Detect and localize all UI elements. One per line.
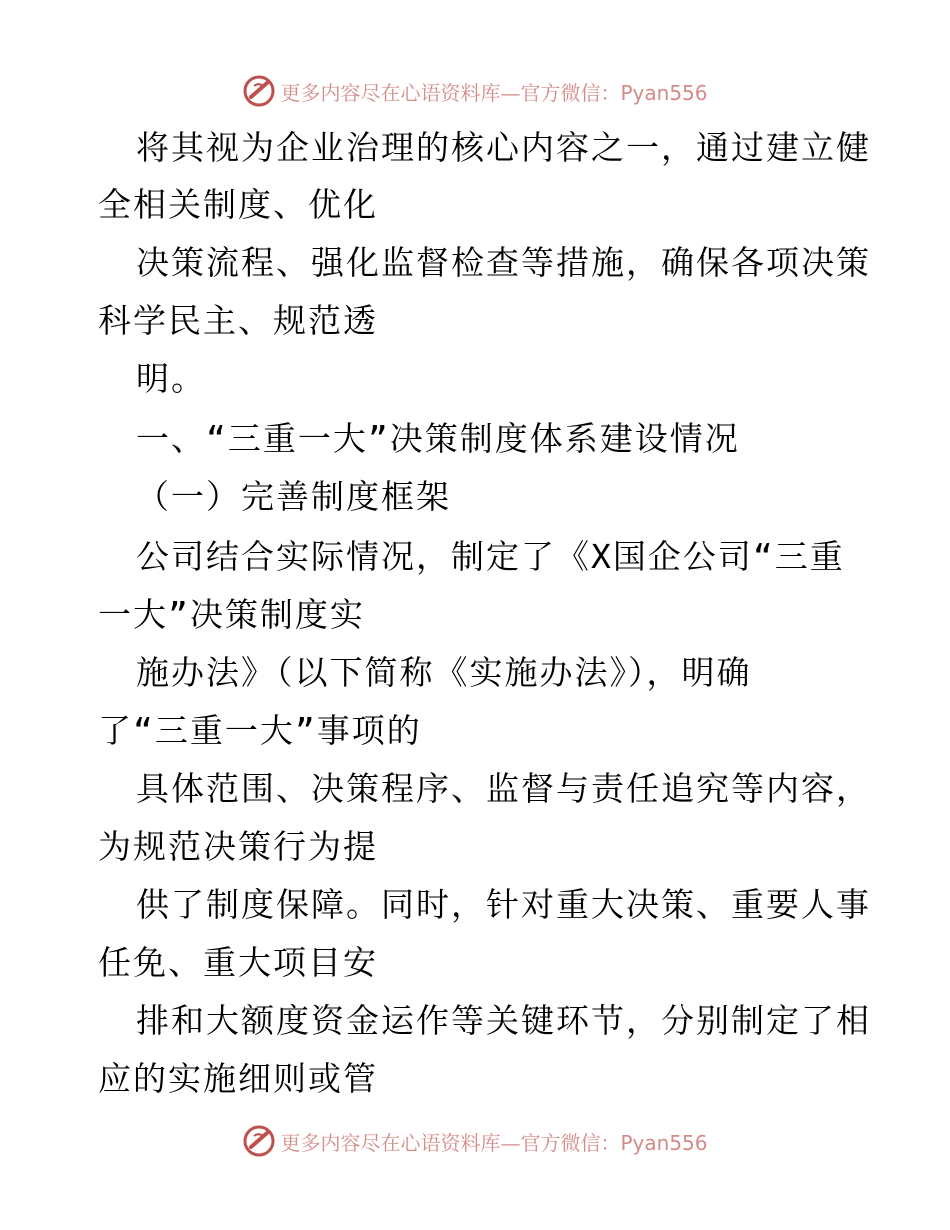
section-heading: 一、“三重一大”决策制度体系建设情况 (136, 419, 740, 458)
text-line: 任免、重大项目安 (98, 943, 378, 982)
text-line: 应的实施细则或管 (98, 1059, 378, 1098)
text-line: 公司结合实际情况，制定了《X国企公司“三重 (136, 537, 845, 576)
watermark-wechat-id: Pyan556 (620, 1130, 708, 1155)
watermark-text: 更多内容尽在心语资料库—官方微信：Pyan556 (280, 1130, 708, 1155)
text-line: 全相关制度、优化 (98, 185, 378, 224)
text-line: 将其视为企业治理的核心内容之一，通过建立健 (136, 128, 871, 167)
text-line: 了“三重一大”事项的 (98, 711, 422, 750)
text-line: 施办法》（以下简称《实施办法》），明确 (136, 653, 752, 692)
text-line: 为规范决策行为提 (98, 827, 378, 866)
header-watermark (0, 71, 950, 111)
seal-logo-icon (242, 74, 276, 108)
text-line: 一大”决策制度实 (98, 595, 365, 634)
subsection-heading: （一）完善制度框架 (136, 477, 451, 516)
footer-watermark (0, 1121, 950, 1161)
seal-logo-icon (242, 1124, 276, 1158)
text-line: 排和大额度资金运作等关键环节，分别制定了相 (136, 1001, 871, 1040)
text-line: 具体范围、决策程序、监督与责任追究等内容， (136, 769, 871, 808)
text-line: 科学民主、规范透 (98, 301, 378, 340)
text-line: 决策流程、强化监督检查等措施，确保各项决策 (136, 243, 871, 282)
watermark-wechat-id: Pyan556 (620, 80, 708, 105)
text-line: 供了制度保障。同时，针对重大决策、重要人事 (136, 885, 871, 924)
watermark-text: 更多内容尽在心语资料库—官方微信：Pyan556 (280, 80, 708, 105)
text-line: 明。 (136, 359, 206, 398)
